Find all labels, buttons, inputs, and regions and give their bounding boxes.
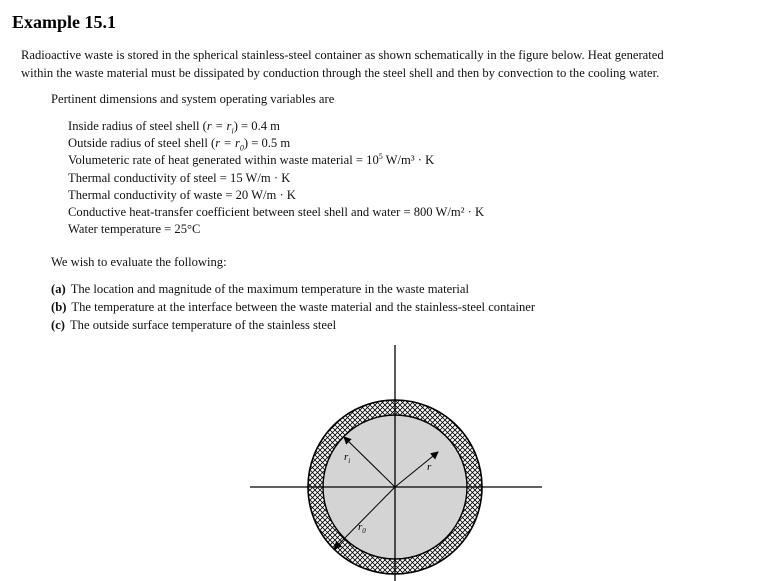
task-item-c: (c) The outside surface temperature of the stainless steel <box>51 318 337 332</box>
variable-inside-radius: Inside radius of steel shell $(r = r_i) = 0.4$ m <box>68 119 280 136</box>
ro-label: $r_0$ <box>358 521 366 535</box>
variable-steel-conductivity: Thermal conductivity of steel = 15 W/m · K <box>68 170 291 185</box>
variable-heat-generation: Volumeteric rate of heat generated within waste material = $10^5$ W/m³ · K <box>68 152 435 168</box>
paragraph-line: Radioactive waste is stored in the spherical stainless-steel container as shown schematically in the figure below. Heat generated <box>21 48 664 62</box>
variable-waste-conductivity: Thermal conductivity of waste = 20 W/m · K <box>68 187 296 202</box>
r-label: r <box>427 461 432 473</box>
paragraph-line: within the waste material must be dissipated by conduction through the steel shell and then by convection to the cooling water. <box>21 66 660 80</box>
task-item-b: (b) The temperature at the interface between the waste material and the stainless-steel container <box>51 300 536 314</box>
variable-heat-transfer-coefficient: Conductive heat-transfer coefficient between steel shell and water = 800 W/m² · K <box>68 205 485 220</box>
ri-label: $r_i$ <box>344 451 351 465</box>
variable-water-temperature: Water temperature = 25°C <box>68 222 201 237</box>
variables-intro: Pertinent dimensions and system operating variables are <box>51 92 335 106</box>
example-title: Example 15.1 <box>12 12 117 32</box>
task-item-a: (a) The location and magnitude of the maximum temperature in the waste material <box>51 282 470 296</box>
wish-statement: We wish to evaluate the following: <box>51 255 227 269</box>
variable-outside-radius: Outside radius of steel shell $(r = r_0) = 0.5$ m <box>68 136 291 153</box>
